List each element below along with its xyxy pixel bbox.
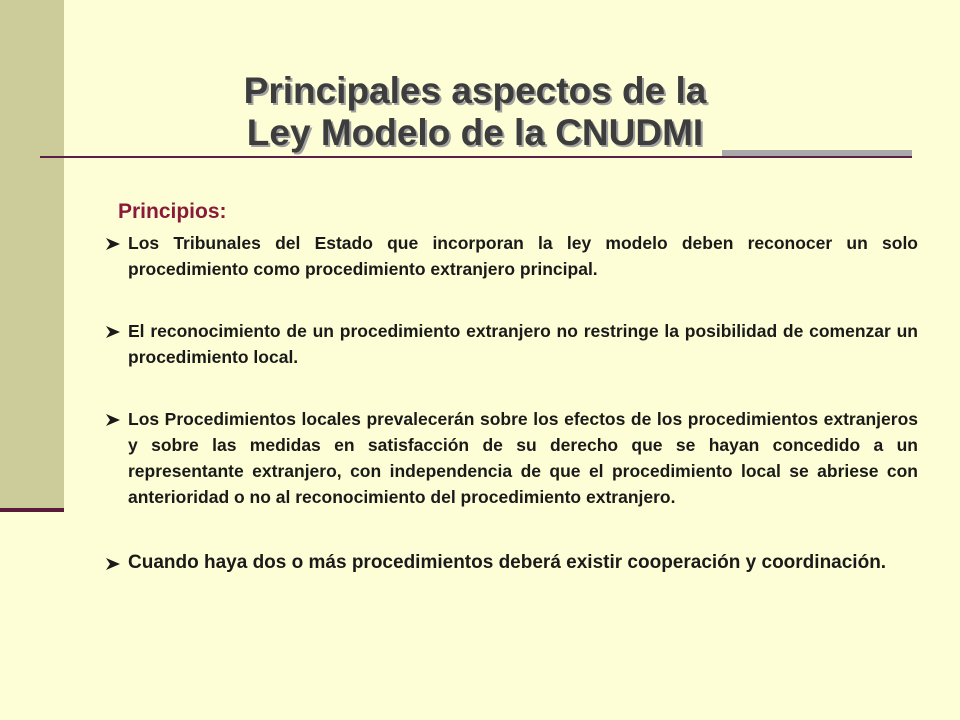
arrow-bullet-icon	[106, 238, 120, 250]
arrow-bullet-icon	[106, 326, 120, 338]
list-item-text: Los Tribunales del Estado que incorporan la ley modelo deben reconocer un solo procedimiento como procedimiento extranjero principal.	[128, 233, 918, 279]
list-item	[106, 230, 918, 282]
list-item	[106, 546, 918, 580]
section-heading: Principios:	[118, 200, 227, 223]
slide-title	[40, 70, 910, 154]
sidebar-divider	[0, 508, 64, 512]
arrow-bullet-icon	[106, 414, 120, 426]
principles-list	[106, 230, 918, 580]
list-item-text: Los Procedimientos locales prevalecerán sobre los efectos de los procedimientos extranjeros y sobre las medidas en satisfacción de su derecho que se hayan concedido a un representante extranjero, con independencia de que el procedimiento local se abriese con anterioridad o no al reconocimiento del procedimiento extranjero.	[128, 409, 918, 507]
list-item	[106, 406, 918, 510]
title-underline	[40, 156, 912, 158]
list-item	[106, 318, 918, 370]
title-line-2: Ley Modelo de la CNUDMI	[246, 112, 704, 153]
list-item-text: Cuando haya dos o más procedimientos deberá existir cooperación y coordinación.	[128, 552, 887, 573]
title-line-1: Principales aspectos de la	[243, 70, 707, 111]
list-item-text: El reconocimiento de un procedimiento extranjero no restringe la posibilidad de comenzar un procedimiento local.	[128, 321, 918, 367]
arrow-bullet-icon	[106, 558, 120, 570]
